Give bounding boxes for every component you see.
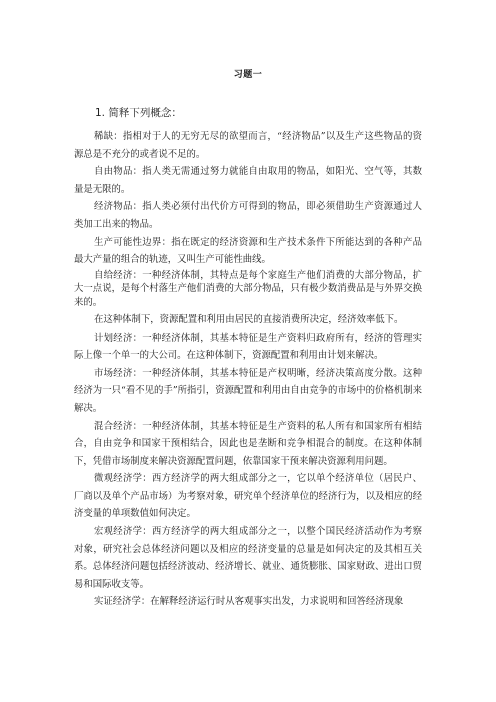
- term: 宏观经济学: [94, 526, 143, 538]
- term: 市场经济: [94, 367, 133, 379]
- definition-entry: [74, 198, 422, 233]
- definition: ：一种经济体制，其基本特征是产权明晰，经济决策高度分散。这种经济为一只“看不见的手”所指引，资源配置和利用由自由竞争的市场中的价格机制来解决。: [74, 367, 422, 414]
- definition-entry: [74, 330, 422, 365]
- subsistence-note: 在这种体制下，资源配置和利用由居民的直接消费所决定，经济效率低下。: [94, 313, 404, 325]
- term: 计划经济: [94, 332, 133, 344]
- term: 稀缺: [94, 131, 114, 142]
- definition-entry: [74, 593, 422, 611]
- definition-entry: [74, 523, 422, 593]
- definition: ：一种经济体制，其基本特征是生产资料的私人所有和国家所有相结合，自由竞争和国家干预相结合，因此也是垄断和竞争相混合的制度。在这种体制下，凭借市场制度来解决资源配置问题，依靠国家干预来解决资源利用问题。: [74, 420, 422, 467]
- definition: ：指人类无需通过努力就能自由取用的物品，如阳光、空气等，其数量是无限的。: [74, 166, 422, 195]
- definition: ：西方经济学的两大组成部分之一，以整个国民经济活动作为考察对象，研究社会总体经济问题以及相应的经济变量的总量是如何决定的及其相互关系。总体经济问题包括经济波动、经济增长、就业、通货膨胀、国家财政、进出口贸易和国际收支等。: [74, 526, 422, 590]
- term: 混合经济: [94, 420, 133, 432]
- term: 经济物品: [94, 201, 133, 213]
- definition-entry: [74, 365, 422, 418]
- term: 自给经济: [94, 269, 133, 281]
- definition-entry: [74, 470, 422, 523]
- definition: ：一种经济体制，其特点是每个家庭生产他们消费的大部分物品，扩大一点说，是每个村落生产他们消费的大部分物品，只有极少数消费品是与外界交换来的。: [74, 269, 422, 308]
- definition-entry: [74, 128, 422, 163]
- definition: ：西方经济学的两大组成部分之一，它以单个经济单位（居民户、厂商以及单个产品市场）为考察对象，研究单个经济单位的经济行为，以及相应的经济变量的单项数值如何决定。: [74, 473, 422, 520]
- definition: ：在解释经济运行时从客观事实出发，力求说明和回答经济现象: [140, 596, 404, 608]
- term: 自由物品: [94, 166, 133, 178]
- definition: ：指在既定的经济资源和生产技术条件下所能达到的各种产品最大产量的组合的轨迹，又叫生产可能性曲线。: [74, 236, 422, 266]
- definitions-list: [74, 128, 422, 611]
- definition: ：一种经济体制，其基本特征是生产资料归政府所有，经济的管理实际上像一个单一的大公司。在这种体制下，资源配置和利用由计划来解决。: [74, 332, 422, 362]
- definition-entry: [74, 269, 422, 310]
- definition: ：指人类必须付出代价方可得到的物品，即必须借助生产资源通过人类加工出来的物品。: [74, 201, 422, 230]
- definition: ：指相对于人的无穷无尽的欲望而言，“经济物品”以及生产这些物品的资源总是不充分的或者说不足的。: [74, 131, 422, 160]
- definition-entry: [74, 418, 422, 471]
- term: 微观经济学: [94, 473, 143, 485]
- definition-entry: [74, 234, 422, 269]
- term: 实证经济学: [94, 596, 141, 608]
- section-heading: 1. 简释下列概念：: [95, 107, 182, 119]
- definition-entry: [74, 163, 422, 198]
- term: 生产可能性边界: [94, 236, 162, 248]
- page-title: 习题一: [233, 70, 263, 80]
